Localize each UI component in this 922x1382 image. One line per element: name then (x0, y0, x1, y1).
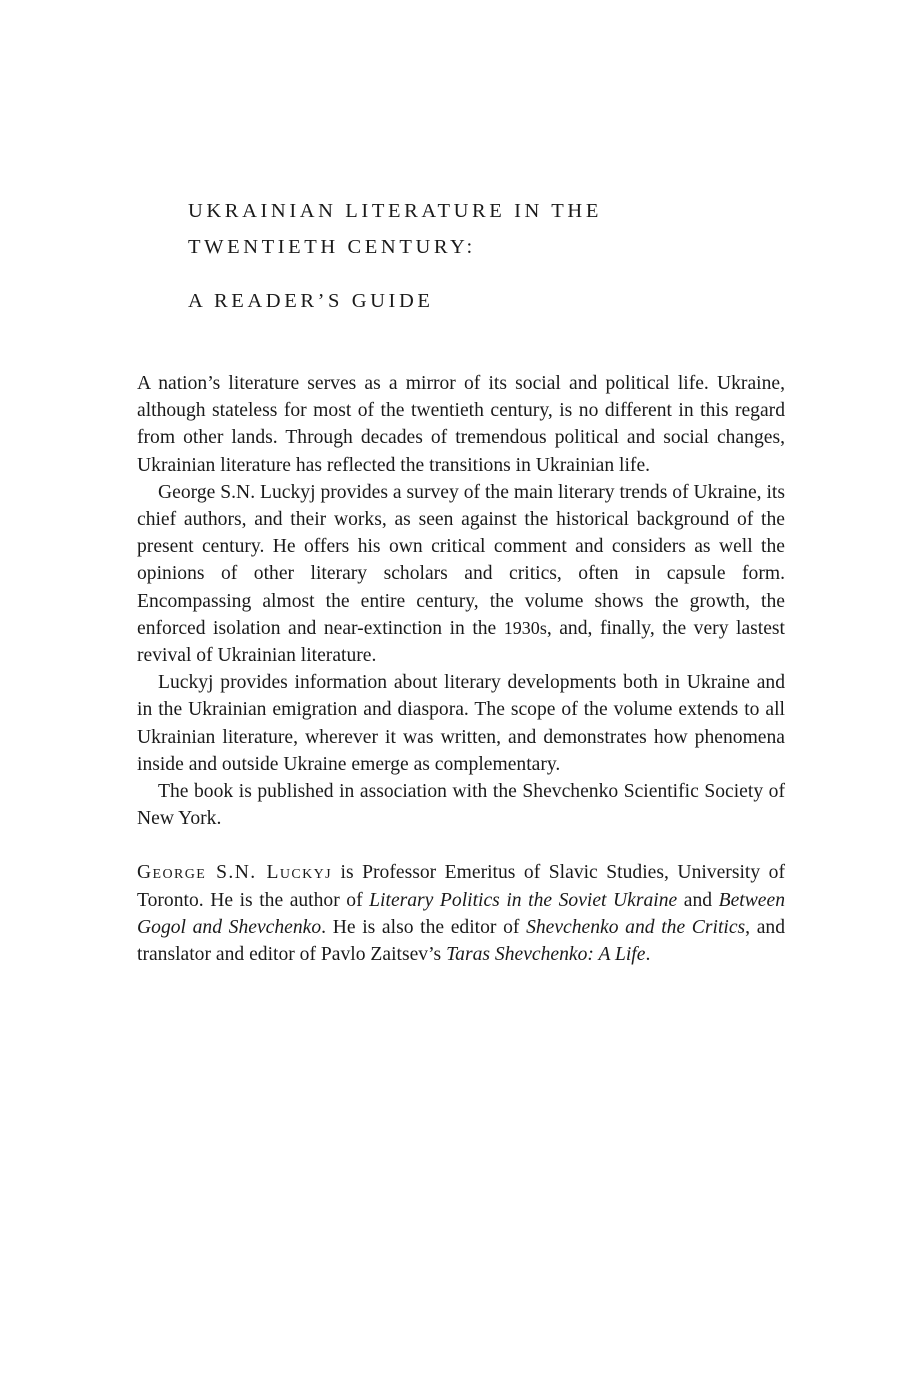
author-name: George S.N. Luckyj (137, 862, 332, 884)
blurb-paragraph-2-text-a: George S.N. Luckyj provides a survey of the main literary trends of Ukraine, its chief authors, and their works, as seen against the historical background of the present century. He offers his own critical comment and considers as well the opinions of other literary scholars and critics, often in capsule form. Encompassing almost the entire century, the volume shows the growth, the enforced isolation and near-extinction in the (137, 481, 785, 639)
decade-text: 1930s (503, 617, 547, 638)
book-title (188, 196, 808, 316)
blurb-paragraph-1: A nation’s literature serves as a mirror of its social and political life. Ukraine, although stateless for most of the twentieth century, is no different in this regard from other lands. Through decades of tremendous political and social changes, Ukrainian literature has reflected the transitions in Ukrainian life. (137, 373, 785, 476)
bio-text-5: . (645, 944, 651, 966)
blurb-text (137, 370, 785, 968)
blurb-paragraph-2-text-b: , and, finally, the very lastest revival of Ukrainian literature. (137, 617, 785, 667)
title-line-2: TWENTIETH CENTURY: (188, 236, 476, 258)
blurb-paragraph-2 (137, 479, 785, 669)
bio-text-4: , and translator and editor of Pavlo Zaitsev’s (137, 916, 786, 966)
blurb-paragraph-4: The book is published in association with the Shevchenko Scientific Society of New York. (137, 781, 785, 830)
work-title-1: Literary Politics in the Soviet Ukraine (369, 889, 678, 911)
bio-text-1: is Professor Emeritus of Slavic Studies, University of Toronto. He is the author of (137, 862, 785, 911)
bio-text-2: and (677, 889, 719, 911)
work-title-2: Between Gogol and Shevchenko (137, 889, 785, 938)
work-title-3: Shevchenko and the Critics (526, 916, 746, 938)
blurb-paragraph-3: Luckyj provides information about literary developments both in Ukraine and in the Ukrainian emigration and diaspora. The scope of the volume extends to all Ukrainian literature, wherever it was written, and demonstrates how phenomena inside and outside Ukraine emerge as complementary. (137, 672, 785, 775)
title-line-1: UKRAINIAN LITERATURE IN THE (188, 200, 602, 222)
work-title-4: Taras Shevchenko: A Life (446, 944, 646, 966)
subtitle-line: A READER’S GUIDE (188, 290, 434, 312)
author-bio (137, 859, 785, 968)
bio-text-3: . He is also the editor of (321, 916, 527, 938)
